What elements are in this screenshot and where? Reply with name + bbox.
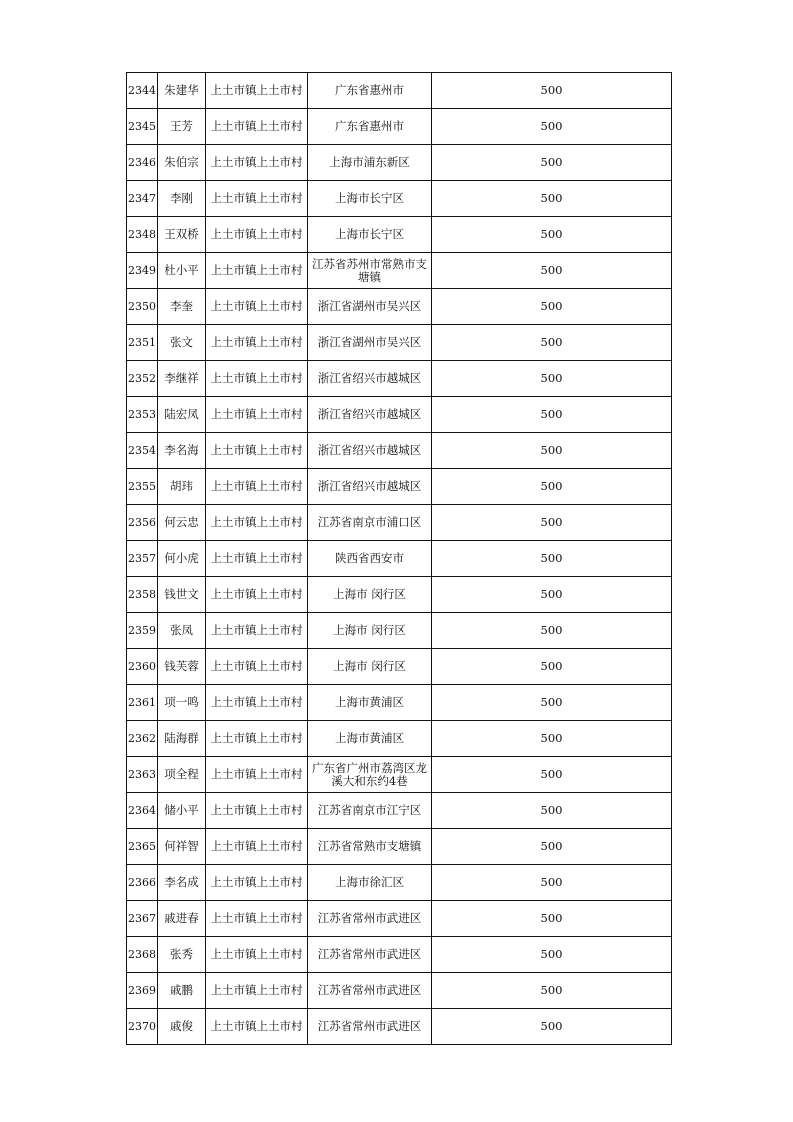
amount-cell: 500 [432, 649, 672, 685]
work-address-cell: 广东省惠州市 [308, 73, 432, 109]
table-row [127, 145, 672, 181]
work-address-cell: 上海市长宁区 [308, 217, 432, 253]
person-name-cell: 何云忠 [158, 505, 206, 541]
person-name-cell: 陆海群 [158, 721, 206, 757]
roster-table [126, 72, 672, 1045]
row-number-cell: 2346 [127, 145, 158, 181]
village-name-cell: 上土市镇上土市村 [206, 721, 308, 757]
amount-cell: 500 [432, 577, 672, 613]
work-address-cell: 上海市长宁区 [308, 181, 432, 217]
village-name-cell: 上土市镇上土市村 [206, 685, 308, 721]
work-address-cell: 陕西省西安市 [308, 541, 432, 577]
work-address-cell: 浙江省湖州市吴兴区 [308, 289, 432, 325]
row-number-cell: 2366 [127, 865, 158, 901]
work-address-cell: 江苏省常州市武进区 [308, 901, 432, 937]
amount-cell: 500 [432, 721, 672, 757]
person-name-cell: 戚进春 [158, 901, 206, 937]
table-row [127, 613, 672, 649]
row-number-cell: 2347 [127, 181, 158, 217]
amount-cell: 500 [432, 757, 672, 793]
amount-cell: 500 [432, 973, 672, 1009]
village-name-cell: 上土市镇上土市村 [206, 469, 308, 505]
row-number-cell: 2363 [127, 757, 158, 793]
table-row [127, 685, 672, 721]
amount-cell: 500 [432, 145, 672, 181]
amount-cell: 500 [432, 253, 672, 289]
person-name-cell: 戚俊 [158, 1009, 206, 1045]
table-row [127, 433, 672, 469]
person-name-cell: 何小虎 [158, 541, 206, 577]
village-name-cell: 上土市镇上土市村 [206, 829, 308, 865]
table-row [127, 109, 672, 145]
work-address-cell: 浙江省绍兴市越城区 [308, 469, 432, 505]
row-number-cell: 2362 [127, 721, 158, 757]
village-name-cell: 上土市镇上土市村 [206, 865, 308, 901]
person-name-cell: 李继祥 [158, 361, 206, 397]
village-name-cell: 上土市镇上土市村 [206, 937, 308, 973]
amount-cell: 500 [432, 181, 672, 217]
row-number-cell: 2356 [127, 505, 158, 541]
village-name-cell: 上土市镇上土市村 [206, 289, 308, 325]
table-row [127, 793, 672, 829]
work-address-cell: 上海市 闵行区 [308, 649, 432, 685]
village-name-cell: 上土市镇上土市村 [206, 73, 308, 109]
village-name-cell: 上土市镇上土市村 [206, 649, 308, 685]
person-name-cell: 项全程 [158, 757, 206, 793]
amount-cell: 500 [432, 325, 672, 361]
table-row [127, 901, 672, 937]
table-row [127, 1009, 672, 1045]
village-name-cell: 上土市镇上土市村 [206, 145, 308, 181]
work-address-cell: 江苏省常州市武进区 [308, 1009, 432, 1045]
person-name-cell: 胡玮 [158, 469, 206, 505]
row-number-cell: 2348 [127, 217, 158, 253]
row-number-cell: 2369 [127, 973, 158, 1009]
village-name-cell: 上土市镇上土市村 [206, 541, 308, 577]
person-name-cell: 项一鸣 [158, 685, 206, 721]
work-address-cell: 江苏省常州市武进区 [308, 937, 432, 973]
work-address-cell: 上海市黄浦区 [308, 685, 432, 721]
row-number-cell: 2359 [127, 613, 158, 649]
amount-cell: 500 [432, 289, 672, 325]
person-name-cell: 李奎 [158, 289, 206, 325]
table-row [127, 937, 672, 973]
work-address-cell: 浙江省绍兴市越城区 [308, 361, 432, 397]
village-name-cell: 上土市镇上土市村 [206, 505, 308, 541]
work-address-cell: 上海市浦东新区 [308, 145, 432, 181]
row-number-cell: 2360 [127, 649, 158, 685]
village-name-cell: 上土市镇上土市村 [206, 181, 308, 217]
work-address-cell: 浙江省湖州市吴兴区 [308, 325, 432, 361]
village-name-cell: 上土市镇上土市村 [206, 253, 308, 289]
work-address-cell: 浙江省绍兴市越城区 [308, 397, 432, 433]
person-name-cell: 朱建华 [158, 73, 206, 109]
person-name-cell: 李刚 [158, 181, 206, 217]
amount-cell: 500 [432, 793, 672, 829]
work-address-cell: 江苏省南京市浦口区 [308, 505, 432, 541]
village-name-cell: 上土市镇上土市村 [206, 613, 308, 649]
person-name-cell: 李名成 [158, 865, 206, 901]
row-number-cell: 2352 [127, 361, 158, 397]
amount-cell: 500 [432, 109, 672, 145]
row-number-cell: 2357 [127, 541, 158, 577]
amount-cell: 500 [432, 469, 672, 505]
village-name-cell: 上土市镇上土市村 [206, 757, 308, 793]
work-address-cell: 广东省惠州市 [308, 109, 432, 145]
table-row [127, 757, 672, 793]
table-row [127, 217, 672, 253]
table-row [127, 361, 672, 397]
table-row [127, 721, 672, 757]
work-address-cell: 广东省广州市荔湾区龙溪大和东约4巷 [308, 757, 432, 793]
person-name-cell: 储小平 [158, 793, 206, 829]
work-address-cell: 江苏省苏州市常熟市支塘镇 [308, 253, 432, 289]
table-row [127, 541, 672, 577]
work-address-cell: 上海市 闵行区 [308, 613, 432, 649]
village-name-cell: 上土市镇上土市村 [206, 217, 308, 253]
table-row [127, 289, 672, 325]
person-name-cell: 朱伯宗 [158, 145, 206, 181]
row-number-cell: 2353 [127, 397, 158, 433]
person-name-cell: 戚鹏 [158, 973, 206, 1009]
row-number-cell: 2367 [127, 901, 158, 937]
person-name-cell: 张文 [158, 325, 206, 361]
row-number-cell: 2345 [127, 109, 158, 145]
village-name-cell: 上土市镇上土市村 [206, 901, 308, 937]
work-address-cell: 浙江省绍兴市越城区 [308, 433, 432, 469]
row-number-cell: 2349 [127, 253, 158, 289]
row-number-cell: 2358 [127, 577, 158, 613]
amount-cell: 500 [432, 829, 672, 865]
amount-cell: 500 [432, 613, 672, 649]
row-number-cell: 2350 [127, 289, 158, 325]
village-name-cell: 上土市镇上土市村 [206, 433, 308, 469]
village-name-cell: 上土市镇上土市村 [206, 109, 308, 145]
amount-cell: 500 [432, 73, 672, 109]
table-row [127, 469, 672, 505]
amount-cell: 500 [432, 865, 672, 901]
amount-cell: 500 [432, 433, 672, 469]
table-row [127, 829, 672, 865]
table-row [127, 649, 672, 685]
person-name-cell: 何祥智 [158, 829, 206, 865]
village-name-cell: 上土市镇上土市村 [206, 973, 308, 1009]
work-address-cell: 江苏省南京市江宁区 [308, 793, 432, 829]
table-row [127, 253, 672, 289]
amount-cell: 500 [432, 361, 672, 397]
roster-body [127, 73, 672, 1045]
person-name-cell: 陆宏凤 [158, 397, 206, 433]
row-number-cell: 2368 [127, 937, 158, 973]
table-row [127, 973, 672, 1009]
amount-cell: 500 [432, 541, 672, 577]
person-name-cell: 张秀 [158, 937, 206, 973]
village-name-cell: 上土市镇上土市村 [206, 1009, 308, 1045]
row-number-cell: 2351 [127, 325, 158, 361]
table-row [127, 505, 672, 541]
person-name-cell: 王双桥 [158, 217, 206, 253]
village-name-cell: 上土市镇上土市村 [206, 361, 308, 397]
person-name-cell: 王芳 [158, 109, 206, 145]
person-name-cell: 钱世文 [158, 577, 206, 613]
person-name-cell: 杜小平 [158, 253, 206, 289]
person-name-cell: 钱芙蓉 [158, 649, 206, 685]
village-name-cell: 上土市镇上土市村 [206, 577, 308, 613]
row-number-cell: 2364 [127, 793, 158, 829]
row-number-cell: 2361 [127, 685, 158, 721]
village-name-cell: 上土市镇上土市村 [206, 793, 308, 829]
table-row [127, 325, 672, 361]
amount-cell: 500 [432, 505, 672, 541]
work-address-cell: 上海市徐汇区 [308, 865, 432, 901]
table-row [127, 181, 672, 217]
village-name-cell: 上土市镇上土市村 [206, 397, 308, 433]
row-number-cell: 2344 [127, 73, 158, 109]
amount-cell: 500 [432, 901, 672, 937]
amount-cell: 500 [432, 1009, 672, 1045]
table-row [127, 73, 672, 109]
work-address-cell: 上海市黄浦区 [308, 721, 432, 757]
row-number-cell: 2354 [127, 433, 158, 469]
table-row [127, 865, 672, 901]
row-number-cell: 2355 [127, 469, 158, 505]
amount-cell: 500 [432, 937, 672, 973]
row-number-cell: 2370 [127, 1009, 158, 1045]
table-row [127, 577, 672, 613]
person-name-cell: 李名海 [158, 433, 206, 469]
amount-cell: 500 [432, 217, 672, 253]
person-name-cell: 张凤 [158, 613, 206, 649]
amount-cell: 500 [432, 397, 672, 433]
work-address-cell: 江苏省常熟市支塘镇 [308, 829, 432, 865]
amount-cell: 500 [432, 685, 672, 721]
village-name-cell: 上土市镇上土市村 [206, 325, 308, 361]
row-number-cell: 2365 [127, 829, 158, 865]
table-row [127, 397, 672, 433]
work-address-cell: 江苏省常州市武进区 [308, 973, 432, 1009]
work-address-cell: 上海市 闵行区 [308, 577, 432, 613]
